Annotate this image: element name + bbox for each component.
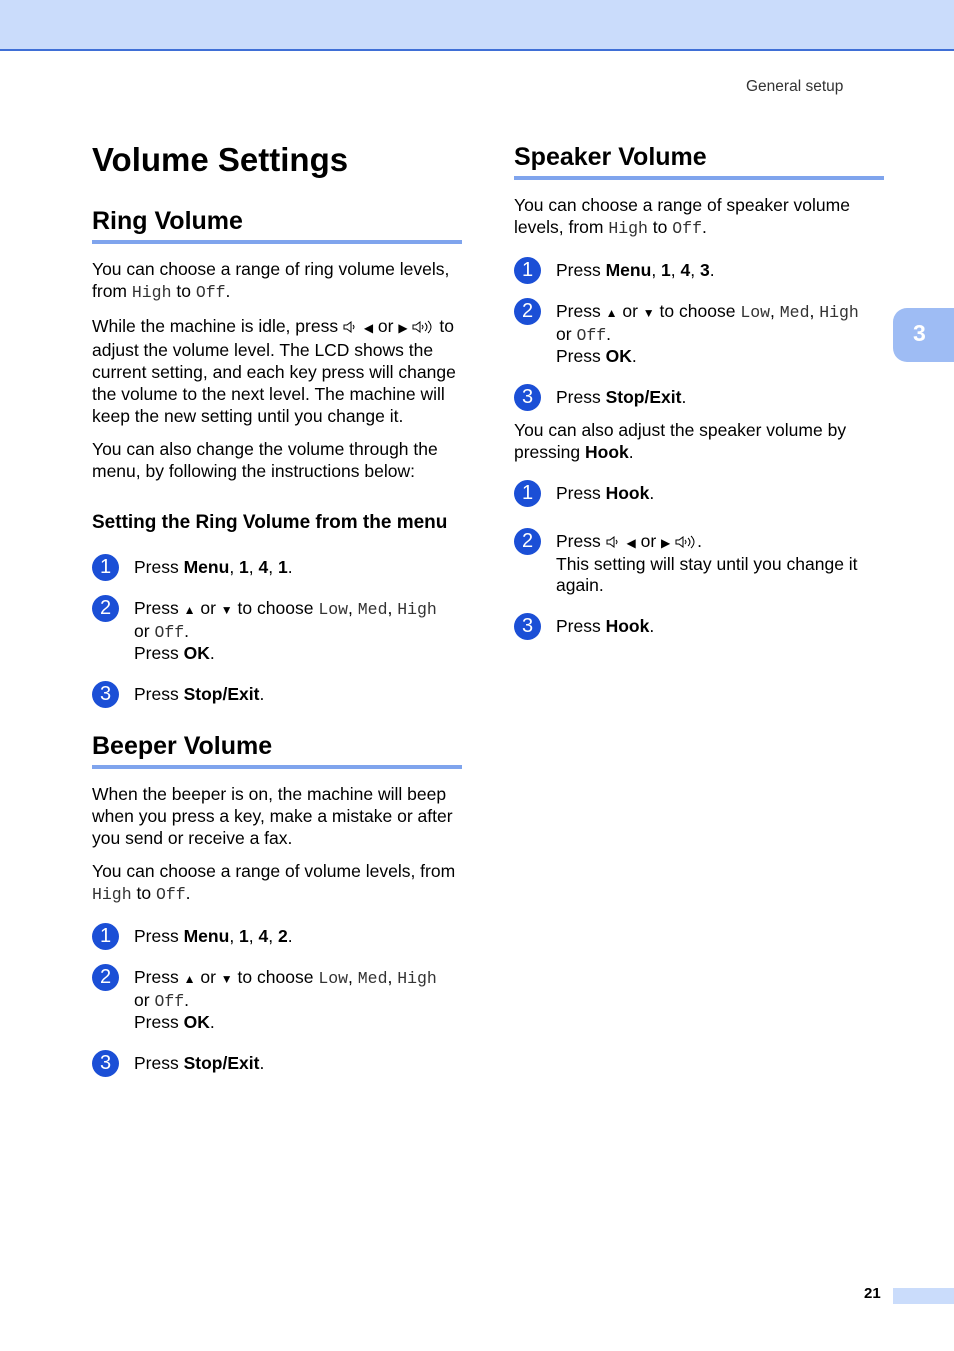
left-arrow-icon: ◀ xyxy=(626,536,636,550)
beeper-step-3: 3 Press Stop/Exit. xyxy=(92,1053,462,1074)
speaker-volume-heading: Speaker Volume xyxy=(514,142,884,180)
page-title: Volume Settings xyxy=(92,141,349,178)
running-title: General setup xyxy=(746,78,844,95)
step-number: 1 xyxy=(514,257,541,284)
ring-step-3: 3 Press Stop/Exit. xyxy=(92,684,462,705)
down-arrow-icon: ▼ xyxy=(220,972,233,986)
step-number: 2 xyxy=(514,528,541,555)
volume-down-icon xyxy=(343,320,359,334)
left-arrow-icon: ◀ xyxy=(363,321,374,335)
up-arrow-icon: ▲ xyxy=(183,603,196,617)
beeper-intro: When the beeper is on, the machine will beep when you press a key, make a mistake or after you send or receive a fax. xyxy=(92,784,453,848)
speaker-intro: You can choose a range of speaker volume levels, from High to Off. xyxy=(514,195,850,238)
ring-intro: You can choose a range of ring volume levels, from High to Off. xyxy=(92,259,450,302)
beeper-range: You can choose a range of volume levels, from High to Off. xyxy=(92,861,456,904)
step-number: 2 xyxy=(92,595,119,622)
speaker-hook-intro: You can also adjust the speaker volume by pressing Hook. xyxy=(514,420,847,462)
speaker-step-1: 1 Press Menu, 1, 4, 3. xyxy=(514,260,884,281)
header-band xyxy=(0,0,954,51)
hook-step-3: 3 Press Hook. xyxy=(514,616,884,637)
right-arrow-icon: ▶ xyxy=(398,321,408,335)
chapter-tab xyxy=(893,308,954,362)
ring-step-2: 2 Press ▲ or ▼ to choose Low, Med, High or Off. Press OK. xyxy=(92,598,462,664)
step-number: 2 xyxy=(514,298,541,325)
hook-step-1: 1 Press Hook. xyxy=(514,483,884,504)
down-arrow-icon: ▼ xyxy=(220,603,233,617)
ring-instructions: While the machine is idle, press ◀ or ▶ to adjust the volume level. The LCD shows the current setting, and each key press will change the volume to the next level. The machine will keep the new setting until you change it. xyxy=(92,316,456,426)
beeper-step-1: 1 Press Menu, 1, 4, 2. xyxy=(92,926,462,947)
step-number: 3 xyxy=(92,681,119,708)
step-number: 1 xyxy=(92,554,119,581)
page-number: 21 xyxy=(864,1285,881,1302)
volume-up-icon xyxy=(412,320,434,334)
ring-step-1: 1 Press Menu, 1, 4, 1. xyxy=(92,557,462,578)
ring-menu-subheading: Setting the Ring Volume from the menu xyxy=(92,512,448,533)
up-arrow-icon: ▲ xyxy=(605,306,618,320)
hook-step-2-note: This setting will stay until you change it again. xyxy=(556,554,858,595)
down-arrow-icon: ▼ xyxy=(642,306,655,320)
speaker-step-2: 2 Press ▲ or ▼ to choose Low, Med, High or Off. Press OK. xyxy=(514,301,884,367)
up-arrow-icon: ▲ xyxy=(183,972,196,986)
beeper-step-2: 2 Press ▲ or ▼ to choose Low, Med, High or Off. Press OK. xyxy=(92,967,462,1033)
volume-down-icon xyxy=(606,535,622,549)
step-number: 3 xyxy=(92,1050,119,1077)
left-column xyxy=(92,140,462,1074)
hook-step-2: 2 Press ◀ or ▶ . This setting will stay until you change it again. xyxy=(514,531,884,596)
step-number: 1 xyxy=(92,923,119,950)
speaker-step-3: 3 Press Stop/Exit. xyxy=(514,387,884,408)
step-number: 3 xyxy=(514,613,541,640)
step-number: 1 xyxy=(514,480,541,507)
footer-band xyxy=(893,1288,954,1304)
right-column xyxy=(514,142,884,637)
step-number: 2 xyxy=(92,964,119,991)
step-number: 3 xyxy=(514,384,541,411)
right-arrow-icon: ▶ xyxy=(661,536,671,550)
ring-menu-intro: You can also change the volume through the menu, by following the instructions below: xyxy=(92,439,438,481)
volume-up-icon xyxy=(675,535,697,549)
chapter-number: 3 xyxy=(913,320,926,346)
beeper-volume-heading: Beeper Volume xyxy=(92,731,462,769)
ring-volume-heading: Ring Volume xyxy=(92,206,462,244)
